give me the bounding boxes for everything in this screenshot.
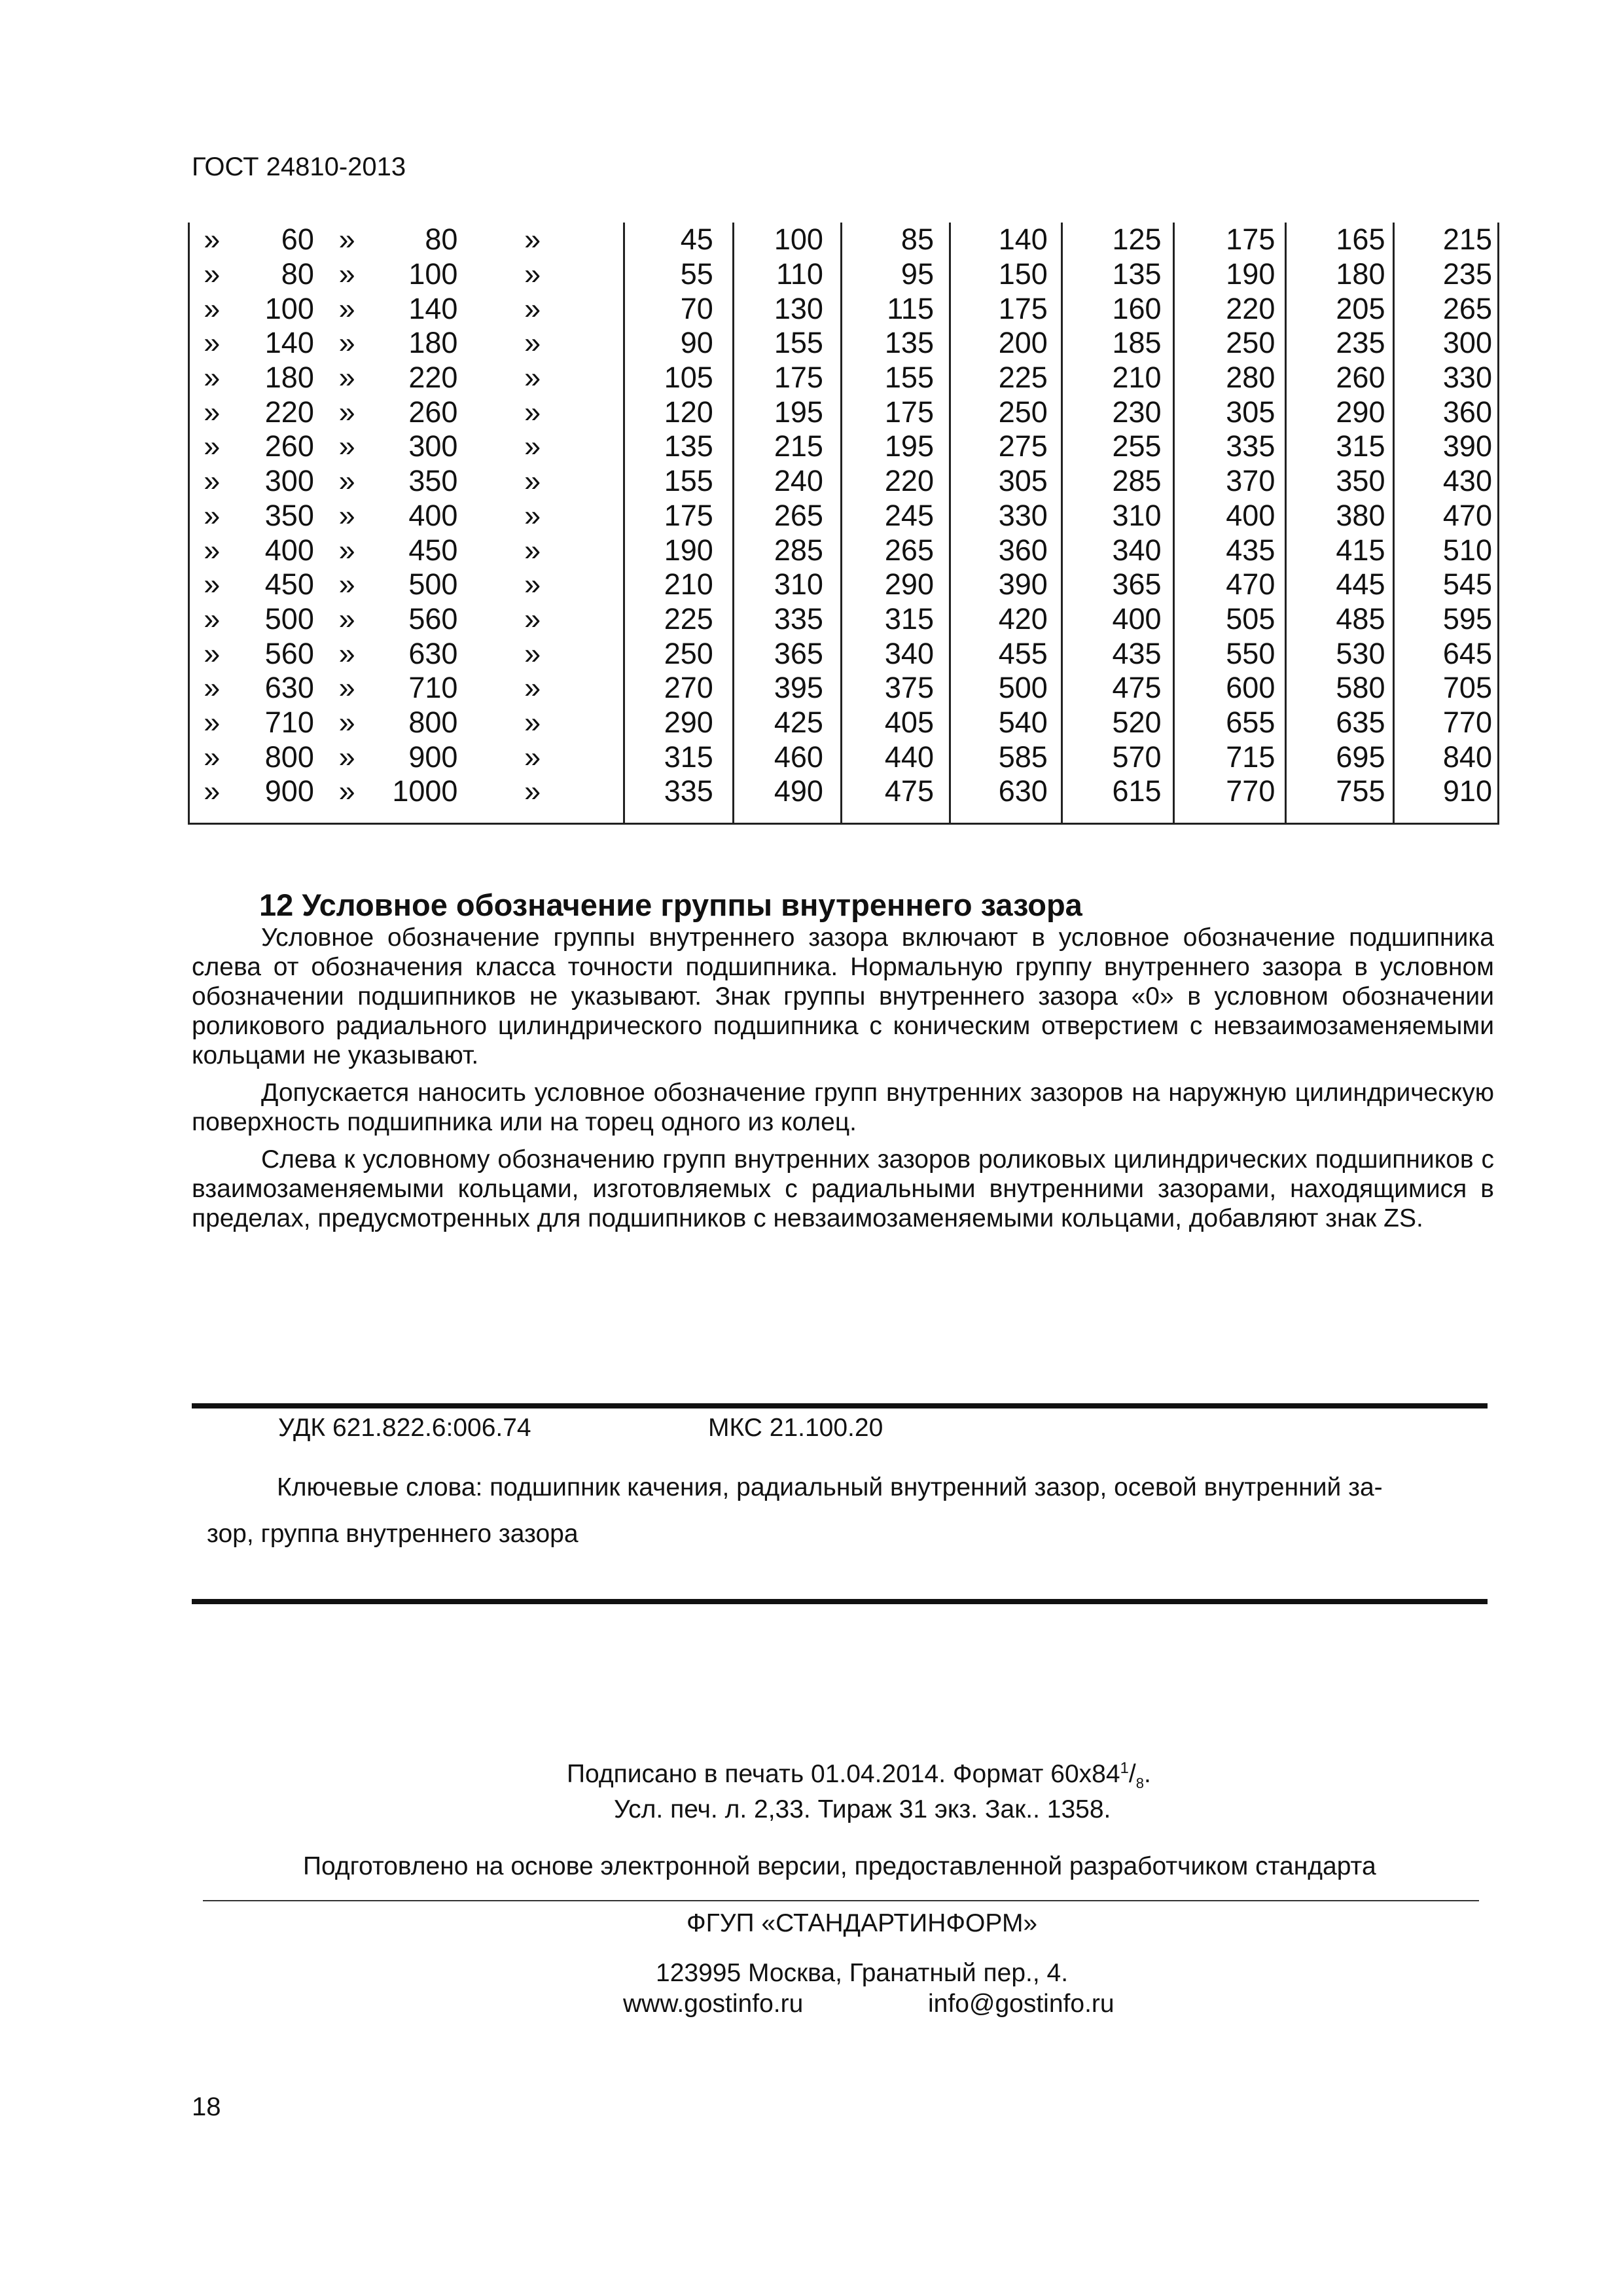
diameter-from: 630 (264, 671, 314, 705)
divider-rule (192, 1599, 1488, 1604)
diameter-to: 140 (408, 291, 458, 325)
diameter-from: 260 (264, 429, 314, 463)
quote-mark: » (524, 361, 541, 395)
clearance-value: 655 (1226, 705, 1275, 739)
clearance-value: 55 (680, 257, 713, 291)
quote-mark: » (338, 361, 355, 395)
diameter-from: 400 (264, 533, 314, 567)
clearance-value: 215 (774, 429, 823, 463)
table-row (190, 533, 1497, 567)
quote-mark: » (524, 257, 541, 291)
diameter-to: 560 (408, 601, 458, 636)
quote-mark: » (204, 705, 221, 739)
clearance-value: 770 (1226, 774, 1275, 808)
clearance-value: 175 (664, 498, 713, 532)
clearance-value: 290 (1336, 395, 1385, 429)
clearance-value: 215 (1442, 223, 1492, 257)
quote-mark: » (338, 326, 355, 360)
clearance-value: 200 (998, 326, 1048, 360)
clearance-value: 585 (998, 740, 1048, 774)
clearance-value: 405 (884, 705, 934, 739)
quote-mark: » (338, 429, 355, 463)
clearance-value: 155 (884, 361, 934, 395)
table-row (190, 257, 1497, 292)
diameter-to: 630 (408, 636, 458, 670)
clearance-value: 110 (776, 257, 823, 291)
quote-mark: » (204, 395, 221, 429)
clearance-value: 125 (1112, 223, 1162, 257)
clearance-value: 180 (1336, 257, 1385, 291)
clearance-value: 315 (664, 740, 713, 774)
clearance-value: 545 (1442, 567, 1492, 601)
clearance-value: 225 (664, 601, 713, 636)
publisher-name: ФГУП «СТАНДАРТИНФОРМ» (687, 1909, 1038, 1937)
clearance-value: 305 (1226, 395, 1275, 429)
signed-for-print: Подписано в печать 01.04.2014. Формат $60x84^1/_8$. (567, 1759, 1151, 1791)
clearance-value: 380 (1336, 498, 1385, 532)
clearance-value: 500 (998, 671, 1048, 705)
diameter-from: 100 (264, 291, 314, 325)
clearance-value: 310 (774, 567, 823, 601)
diameter-from: 140 (264, 326, 314, 360)
clearance-value: 250 (998, 395, 1048, 429)
diameter-from: 710 (264, 705, 314, 739)
clearance-value: 340 (884, 636, 934, 670)
clearance-value: 460 (774, 740, 823, 774)
clearance-value: 490 (774, 774, 823, 808)
clearance-value: 155 (774, 326, 823, 360)
clearance-value: 245 (884, 498, 934, 532)
diameter-to: 100 (408, 257, 458, 291)
quote-mark: » (204, 533, 221, 567)
quote-mark: » (338, 671, 355, 705)
clearance-value: 210 (1112, 361, 1162, 395)
quote-mark: » (204, 498, 221, 532)
clearance-value: 335 (774, 601, 823, 636)
clearance-value: 440 (884, 740, 934, 774)
clearance-value: 635 (1336, 705, 1385, 739)
table-row (190, 223, 1497, 257)
clearance-value: 155 (664, 464, 713, 498)
diameter-to: 350 (408, 464, 458, 498)
table-row (190, 671, 1497, 706)
clearance-value: 370 (1226, 464, 1275, 498)
clearance-value: 400 (1226, 498, 1275, 532)
clearance-value: 90 (680, 326, 713, 360)
clearance-value: 315 (884, 601, 934, 636)
clearance-value: 435 (1112, 636, 1162, 670)
clearance-value: 45 (680, 223, 713, 257)
clearance-value: 600 (1226, 671, 1275, 705)
diameter-from: 300 (264, 464, 314, 498)
clearance-value: 270 (664, 671, 713, 705)
print-run-info: Усл. печ. л. 2,33. Тираж 31 экз. Зак.. 1358. (614, 1795, 1111, 1823)
clearance-value: 190 (664, 533, 713, 567)
clearance-value: 840 (1442, 740, 1492, 774)
table-row (190, 706, 1497, 740)
quote-mark: » (338, 533, 355, 567)
quote-mark: » (204, 464, 221, 498)
clearance-value: 615 (1112, 774, 1162, 808)
clearance-values-table (190, 223, 1497, 809)
clearance-value: 475 (1112, 671, 1162, 705)
table-row (190, 567, 1497, 602)
quote-mark: » (204, 429, 221, 463)
clearance-value: 280 (1226, 361, 1275, 395)
diameter-to: 710 (408, 671, 458, 705)
diameter-to: 260 (408, 395, 458, 429)
quote-mark: » (204, 740, 221, 774)
quote-mark: » (524, 464, 541, 498)
clearance-value: 315 (1336, 429, 1385, 463)
quote-mark: » (338, 291, 355, 325)
table-row (190, 326, 1497, 361)
diameter-to: 400 (408, 498, 458, 532)
quote-mark: » (338, 705, 355, 739)
quote-mark: » (524, 395, 541, 429)
thin-divider (203, 1900, 1479, 1901)
udk-code: УДК 621.822.6:006.74 (278, 1414, 531, 1442)
clearance-value: 85 (901, 223, 934, 257)
paragraph: Слева к условному обозначению групп внутренних зазоров роликовых цилиндрических подшипников с взаимозаменяемыми кольцами, изготовляемых с радиальными внутренними зазорами, находящимися в пределах, предусмотренных для подшипников с невзаимозаменяемыми кольцами, добавляют знак ZS. (192, 1145, 1494, 1232)
quote-mark: » (204, 671, 221, 705)
clearance-value: 445 (1336, 567, 1385, 601)
diameter-to: 500 (408, 567, 458, 601)
quote-mark: » (524, 498, 541, 532)
quote-mark: » (338, 395, 355, 429)
paragraph: Условное обозначение группы внутреннего зазора включают в условное обозначение подшипника слева от обозначения класса точности подшипника. Нормальную группу внутреннего зазора в условном обозначении подшипников не указывают. Знак группы внутреннего зазора «0» в условном обозначении роликового радиального цилиндрического подшипника с коническим отверстием с невзаимозаменяемыми кольцами не указывают. (192, 924, 1494, 1069)
clearance-value: 435 (1226, 533, 1275, 567)
clearance-value: 755 (1336, 774, 1385, 808)
clearance-value: 360 (998, 533, 1048, 567)
clearance-value: 695 (1336, 740, 1385, 774)
table-row (190, 602, 1497, 637)
clearance-value: 580 (1336, 671, 1385, 705)
clearance-value: 395 (774, 671, 823, 705)
quote-mark: » (204, 567, 221, 601)
clearance-value: 365 (774, 636, 823, 670)
clearance-value: 250 (664, 636, 713, 670)
clearance-value: 240 (774, 464, 823, 498)
clearance-value: 705 (1442, 671, 1492, 705)
quote-mark: » (524, 740, 541, 774)
clearance-value: 290 (884, 567, 934, 601)
clearance-value: 250 (1226, 326, 1275, 360)
table-row (190, 636, 1497, 671)
quote-mark: » (204, 326, 221, 360)
quote-mark: » (204, 361, 221, 395)
quote-mark: » (524, 533, 541, 567)
quote-mark: » (524, 601, 541, 636)
diameter-from: 220 (264, 395, 314, 429)
clearance-value: 910 (1442, 774, 1492, 808)
clearance-value: 595 (1442, 601, 1492, 636)
signed-text: Подписано в печать 01.04.2014. Формат 60x84 (567, 1760, 1120, 1788)
clearance-value: 330 (998, 498, 1048, 532)
mks-code: МКС 21.100.20 (708, 1414, 883, 1442)
clearance-value: 520 (1112, 705, 1162, 739)
diameter-from: 350 (264, 498, 314, 532)
clearance-value: 510 (1442, 533, 1492, 567)
table-row (190, 740, 1497, 774)
clearance-value: 95 (901, 257, 934, 291)
quote-mark: » (338, 774, 355, 808)
clearance-value: 340 (1112, 533, 1162, 567)
clearance-value: 160 (1112, 291, 1162, 325)
page-number: 18 (192, 2092, 221, 2121)
clearance-value: 715 (1226, 740, 1275, 774)
clearance-value: 540 (998, 705, 1048, 739)
table-row (190, 774, 1497, 809)
clearance-value: 140 (998, 223, 1048, 257)
clearance-value: 220 (884, 464, 934, 498)
clearance-value: 570 (1112, 740, 1162, 774)
clearance-value: 130 (774, 291, 823, 325)
clearance-value: 375 (884, 671, 934, 705)
clearance-value: 420 (998, 601, 1048, 636)
table-row (190, 499, 1497, 533)
quote-mark: » (338, 257, 355, 291)
table-row (190, 395, 1497, 429)
clearance-value: 470 (1226, 567, 1275, 601)
diameter-to: 900 (408, 740, 458, 774)
quote-mark: » (338, 740, 355, 774)
format-denominator: 8 (1135, 1774, 1144, 1791)
quote-mark: » (338, 464, 355, 498)
table-row (190, 291, 1497, 326)
table-row (190, 464, 1497, 499)
clearance-value: 265 (774, 498, 823, 532)
clearance-value: 390 (998, 567, 1048, 601)
clearance-value: 365 (1112, 567, 1162, 601)
clearance-value: 255 (1112, 429, 1162, 463)
clearance-value: 265 (884, 533, 934, 567)
clearance-table (188, 223, 1499, 825)
clearance-value: 285 (1112, 464, 1162, 498)
clearance-value: 310 (1112, 498, 1162, 532)
clearance-value: 220 (1226, 291, 1275, 325)
clearance-value: 225 (998, 361, 1048, 395)
clearance-value: 330 (1442, 361, 1492, 395)
clearance-value: 120 (664, 395, 713, 429)
clearance-value: 235 (1442, 257, 1492, 291)
clearance-value: 360 (1442, 395, 1492, 429)
clearance-value: 475 (884, 774, 934, 808)
quote-mark: » (204, 774, 221, 808)
clearance-value: 175 (774, 361, 823, 395)
clearance-value: 195 (884, 429, 934, 463)
clearance-value: 425 (774, 705, 823, 739)
clearance-value: 290 (664, 705, 713, 739)
clearance-value: 350 (1336, 464, 1385, 498)
clearance-value: 175 (884, 395, 934, 429)
clearance-value: 335 (1226, 429, 1275, 463)
clearance-value: 165 (1336, 223, 1385, 257)
clearance-value: 470 (1442, 498, 1492, 532)
quote-mark: » (338, 601, 355, 636)
clearance-value: 150 (998, 257, 1048, 291)
clearance-value: 305 (998, 464, 1048, 498)
quote-mark: » (524, 223, 541, 257)
clearance-value: 235 (1336, 326, 1385, 360)
clearance-value: 415 (1336, 533, 1385, 567)
clearance-value: 505 (1226, 601, 1275, 636)
quote-mark: » (204, 636, 221, 670)
clearance-value: 210 (664, 567, 713, 601)
diameter-to: 450 (408, 533, 458, 567)
document-header: ГОСТ 24810-2013 (192, 152, 406, 181)
clearance-value: 485 (1336, 601, 1385, 636)
clearance-value: 185 (1112, 326, 1162, 360)
clearance-value: 285 (774, 533, 823, 567)
format-numerator: 1 (1120, 1759, 1129, 1777)
quote-mark: » (204, 291, 221, 325)
diameter-to: 180 (408, 326, 458, 360)
email-link[interactable]: info@gostinfo.ru (928, 1990, 1115, 2018)
diameter-from: 180 (264, 361, 314, 395)
clearance-value: 550 (1226, 636, 1275, 670)
quote-mark: » (204, 257, 221, 291)
prepared-note: Подготовлено на основе электронной версии, предоставленной разработчиком стандарта (303, 1852, 1376, 1880)
clearance-value: 400 (1112, 601, 1162, 636)
keywords: Ключевые слова: подшипник качения, радиальный внутренний зазор, осевой внутренний за- (277, 1473, 1383, 1501)
clearance-value: 195 (774, 395, 823, 429)
clearance-value: 100 (774, 223, 823, 257)
diameter-from: 80 (281, 257, 314, 291)
clearance-value: 205 (1336, 291, 1385, 325)
clearance-value: 390 (1442, 429, 1492, 463)
diameter-to: 220 (408, 361, 458, 395)
clearance-value: 275 (998, 429, 1048, 463)
clearance-value: 135 (884, 326, 934, 360)
quote-mark: » (204, 223, 221, 257)
divider-rule (192, 1403, 1488, 1408)
diameter-from: 900 (264, 774, 314, 808)
clearance-value: 300 (1442, 326, 1492, 360)
table-row (190, 429, 1497, 464)
diameter-from: 450 (264, 567, 314, 601)
section-title: 12 Условное обозначение группы внутреннего зазора (259, 888, 1082, 922)
clearance-value: 455 (998, 636, 1048, 670)
clearance-value: 135 (664, 429, 713, 463)
diameter-to: 80 (425, 223, 458, 257)
publisher-address: 123995 Москва, Гранатный пер., 4. (656, 1959, 1069, 1987)
clearance-value: 175 (1226, 223, 1275, 257)
clearance-value: 645 (1442, 636, 1492, 670)
clearance-value: 175 (998, 291, 1048, 325)
clearance-value: 190 (1226, 257, 1275, 291)
quote-mark: » (524, 567, 541, 601)
diameter-to: 1000 (392, 774, 458, 808)
diameter-to: 300 (408, 429, 458, 463)
quote-mark: » (524, 291, 541, 325)
clearance-value: 105 (664, 361, 713, 395)
quote-mark: » (338, 636, 355, 670)
clearance-value: 430 (1442, 464, 1492, 498)
diameter-from: 560 (264, 636, 314, 670)
quote-mark: » (338, 223, 355, 257)
diameter-from: 500 (264, 601, 314, 636)
diameter-from: 60 (281, 223, 314, 257)
quote-mark: » (204, 601, 221, 636)
clearance-value: 260 (1336, 361, 1385, 395)
diameter-to: 800 (408, 705, 458, 739)
quote-mark: » (338, 498, 355, 532)
clearance-value: 230 (1112, 395, 1162, 429)
diameter-from: 800 (264, 740, 314, 774)
table-row (190, 361, 1497, 395)
clearance-value: 770 (1442, 705, 1492, 739)
quote-mark: » (524, 429, 541, 463)
quote-mark: » (524, 705, 541, 739)
clearance-value: 135 (1112, 257, 1162, 291)
clearance-value: 265 (1442, 291, 1492, 325)
paragraph: Допускается наносить условное обозначение групп внутренних зазоров на наружную цилиндрическую поверхность подшипника или на торец одного из колец. (192, 1079, 1494, 1136)
clearance-value: 630 (998, 774, 1048, 808)
quote-mark: » (524, 671, 541, 705)
clearance-value: 70 (680, 291, 713, 325)
clearance-value: 115 (887, 291, 934, 325)
clearance-value: 335 (664, 774, 713, 808)
clearance-value: 530 (1336, 636, 1385, 670)
quote-mark: » (338, 567, 355, 601)
quote-mark: » (524, 326, 541, 360)
keywords-continued: зор, группа внутреннего зазора (207, 1520, 579, 1548)
website-link[interactable]: www.gostinfo.ru (623, 1990, 804, 2018)
quote-mark: » (524, 636, 541, 670)
quote-mark: » (524, 774, 541, 808)
